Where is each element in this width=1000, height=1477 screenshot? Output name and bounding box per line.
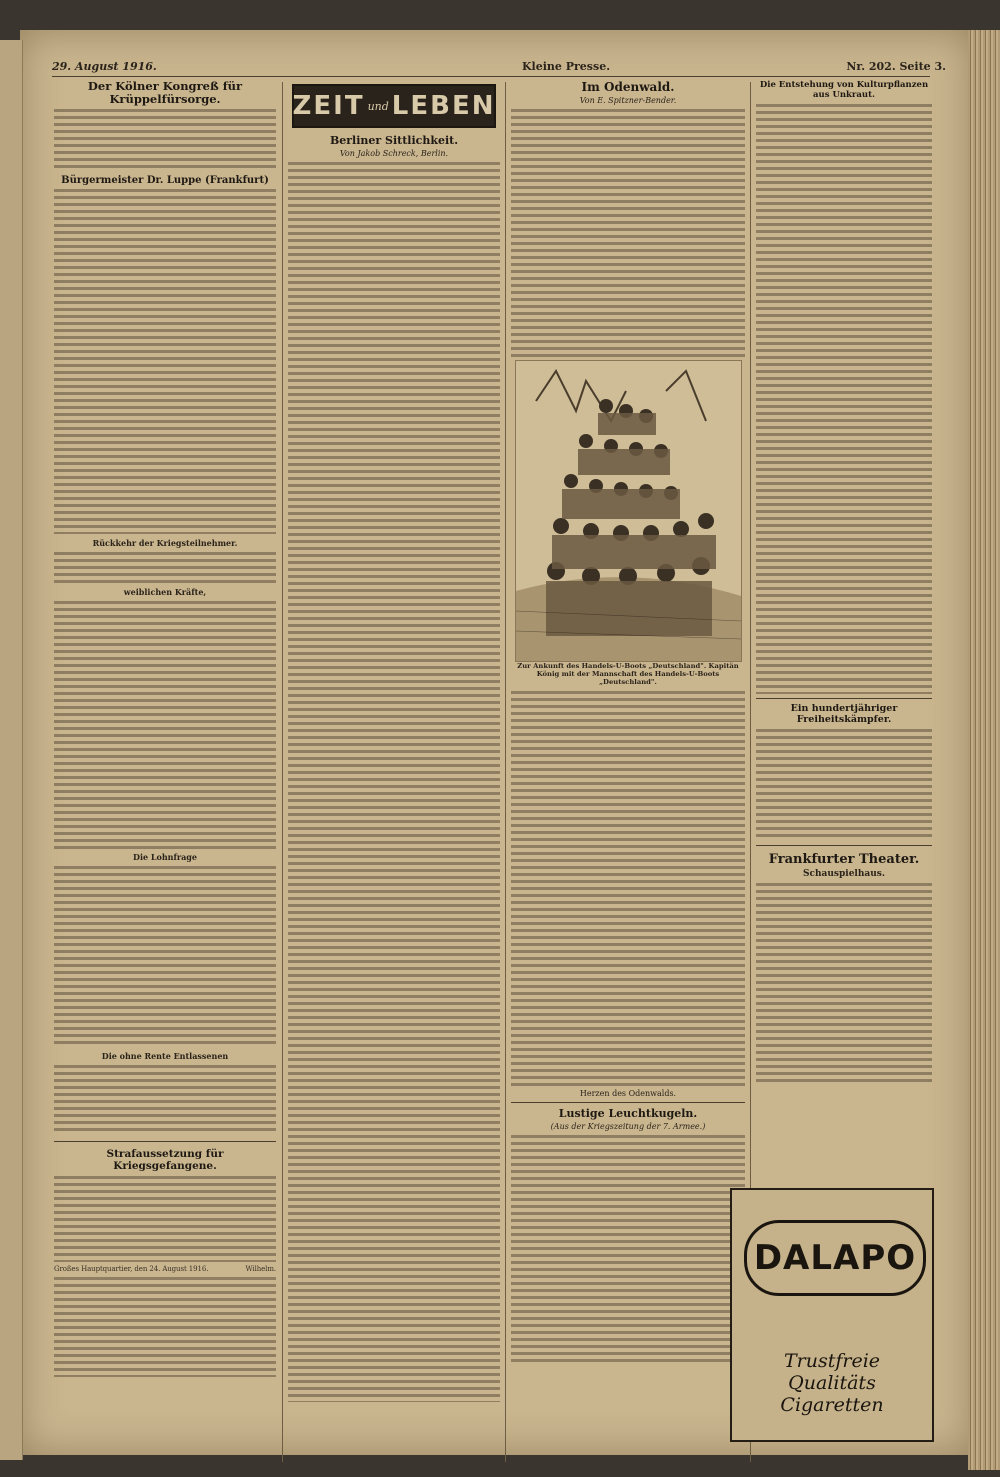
masthead-page-number: Nr. 202. Seite 3. [846,60,946,73]
article-author: Von Jakob Schreck, Berlin. [339,149,449,158]
cigarette-advertisement [730,1188,934,1442]
banner-word-zeit: ZEIT [292,91,365,121]
article-text [756,104,932,694]
column-separator [505,82,506,1462]
column-1 [54,80,276,1380]
article-signature: Herzen des Odenwalds. [579,1089,677,1098]
masthead-rule [52,76,930,77]
article-title: Strafaussetzung für Kriegsgefangene. [106,1148,224,1172]
masthead-paper-name: Kleine Presse. [522,60,611,73]
article-text [511,1135,745,1365]
article-text [54,1065,276,1135]
article-author: Von E. Spitzner-Bender. [579,96,677,105]
article-title: Der Kölner Kongreß für Krüppelfürsorge. [87,79,243,106]
article-title: Lustige Leuchtkugeln. [511,1102,745,1120]
article-title: Die Entstehung von Kulturpflanzen aus Unkraut. [759,80,929,100]
column-4 [756,80,932,1087]
article-text [288,162,500,1402]
section-heading: weiblichen Kräfte, [123,587,207,597]
banner-word-leben: LEBEN [391,91,496,121]
article-text [511,691,745,1086]
banner-word-und: und [367,99,389,113]
crew-drawing [516,361,741,661]
ad-tagline: Trustfreie Qualitäts Cigaretten [780,1350,884,1416]
article-text [54,109,276,171]
section-heading: Bürgermeister Dr. Luppe (Frankfurt) [61,175,269,186]
article-text [54,1277,276,1377]
section-heading: Rückkehr der Kriegsteilnehmer. [92,538,238,548]
masthead [52,60,946,76]
article-title: Ein hundertjähriger Freiheitskämpfer. [756,698,932,725]
article-title: Im Odenwald. [581,80,675,94]
section-heading: Die ohne Rente Entlassenen [101,1051,229,1061]
illustration-caption: Zur Ankunft des Handels-U-Boots „Deutschland". Kapitän König mit der Mannschaft des Handels-U-Boots „Deutschland". [517,662,739,686]
signature-name: Wilhelm. [245,1265,276,1273]
article-subtitle: (Aus der Kriegszeitung der 7. Armee.) [550,1122,706,1131]
article-title: Berliner Sittlichkeit. [329,134,459,147]
article-text [54,1176,276,1262]
page-edges [968,30,1000,1470]
previous-page-strip [0,40,23,1460]
column-2 [288,80,500,1406]
article-title [54,1141,276,1148]
article-text [54,866,276,1048]
article-text [756,729,932,841]
article-text [54,552,276,584]
article-text [54,189,276,534]
zeit-und-leben-banner [292,84,496,128]
article-title: Frankfurter Theater. [756,845,932,867]
signature-place-date: Großes Hauptquartier, den 24. August 1916. [54,1265,209,1273]
column-3 [511,80,745,362]
article-text [756,883,932,1083]
u-boat-crew-illustration [515,360,742,662]
section-heading: Die Lohnfrage [133,852,197,862]
column-3-lower [511,688,745,1368]
ad-brand: DALAPO [753,1238,917,1278]
signature-line [54,1265,276,1273]
article-text [54,601,276,849]
article-text [511,109,745,359]
article-subtitle: Schauspielhaus. [803,869,885,879]
column-separator [282,82,283,1462]
masthead-date: 29. August 1916. [52,60,157,73]
ad-logo [744,1220,926,1296]
